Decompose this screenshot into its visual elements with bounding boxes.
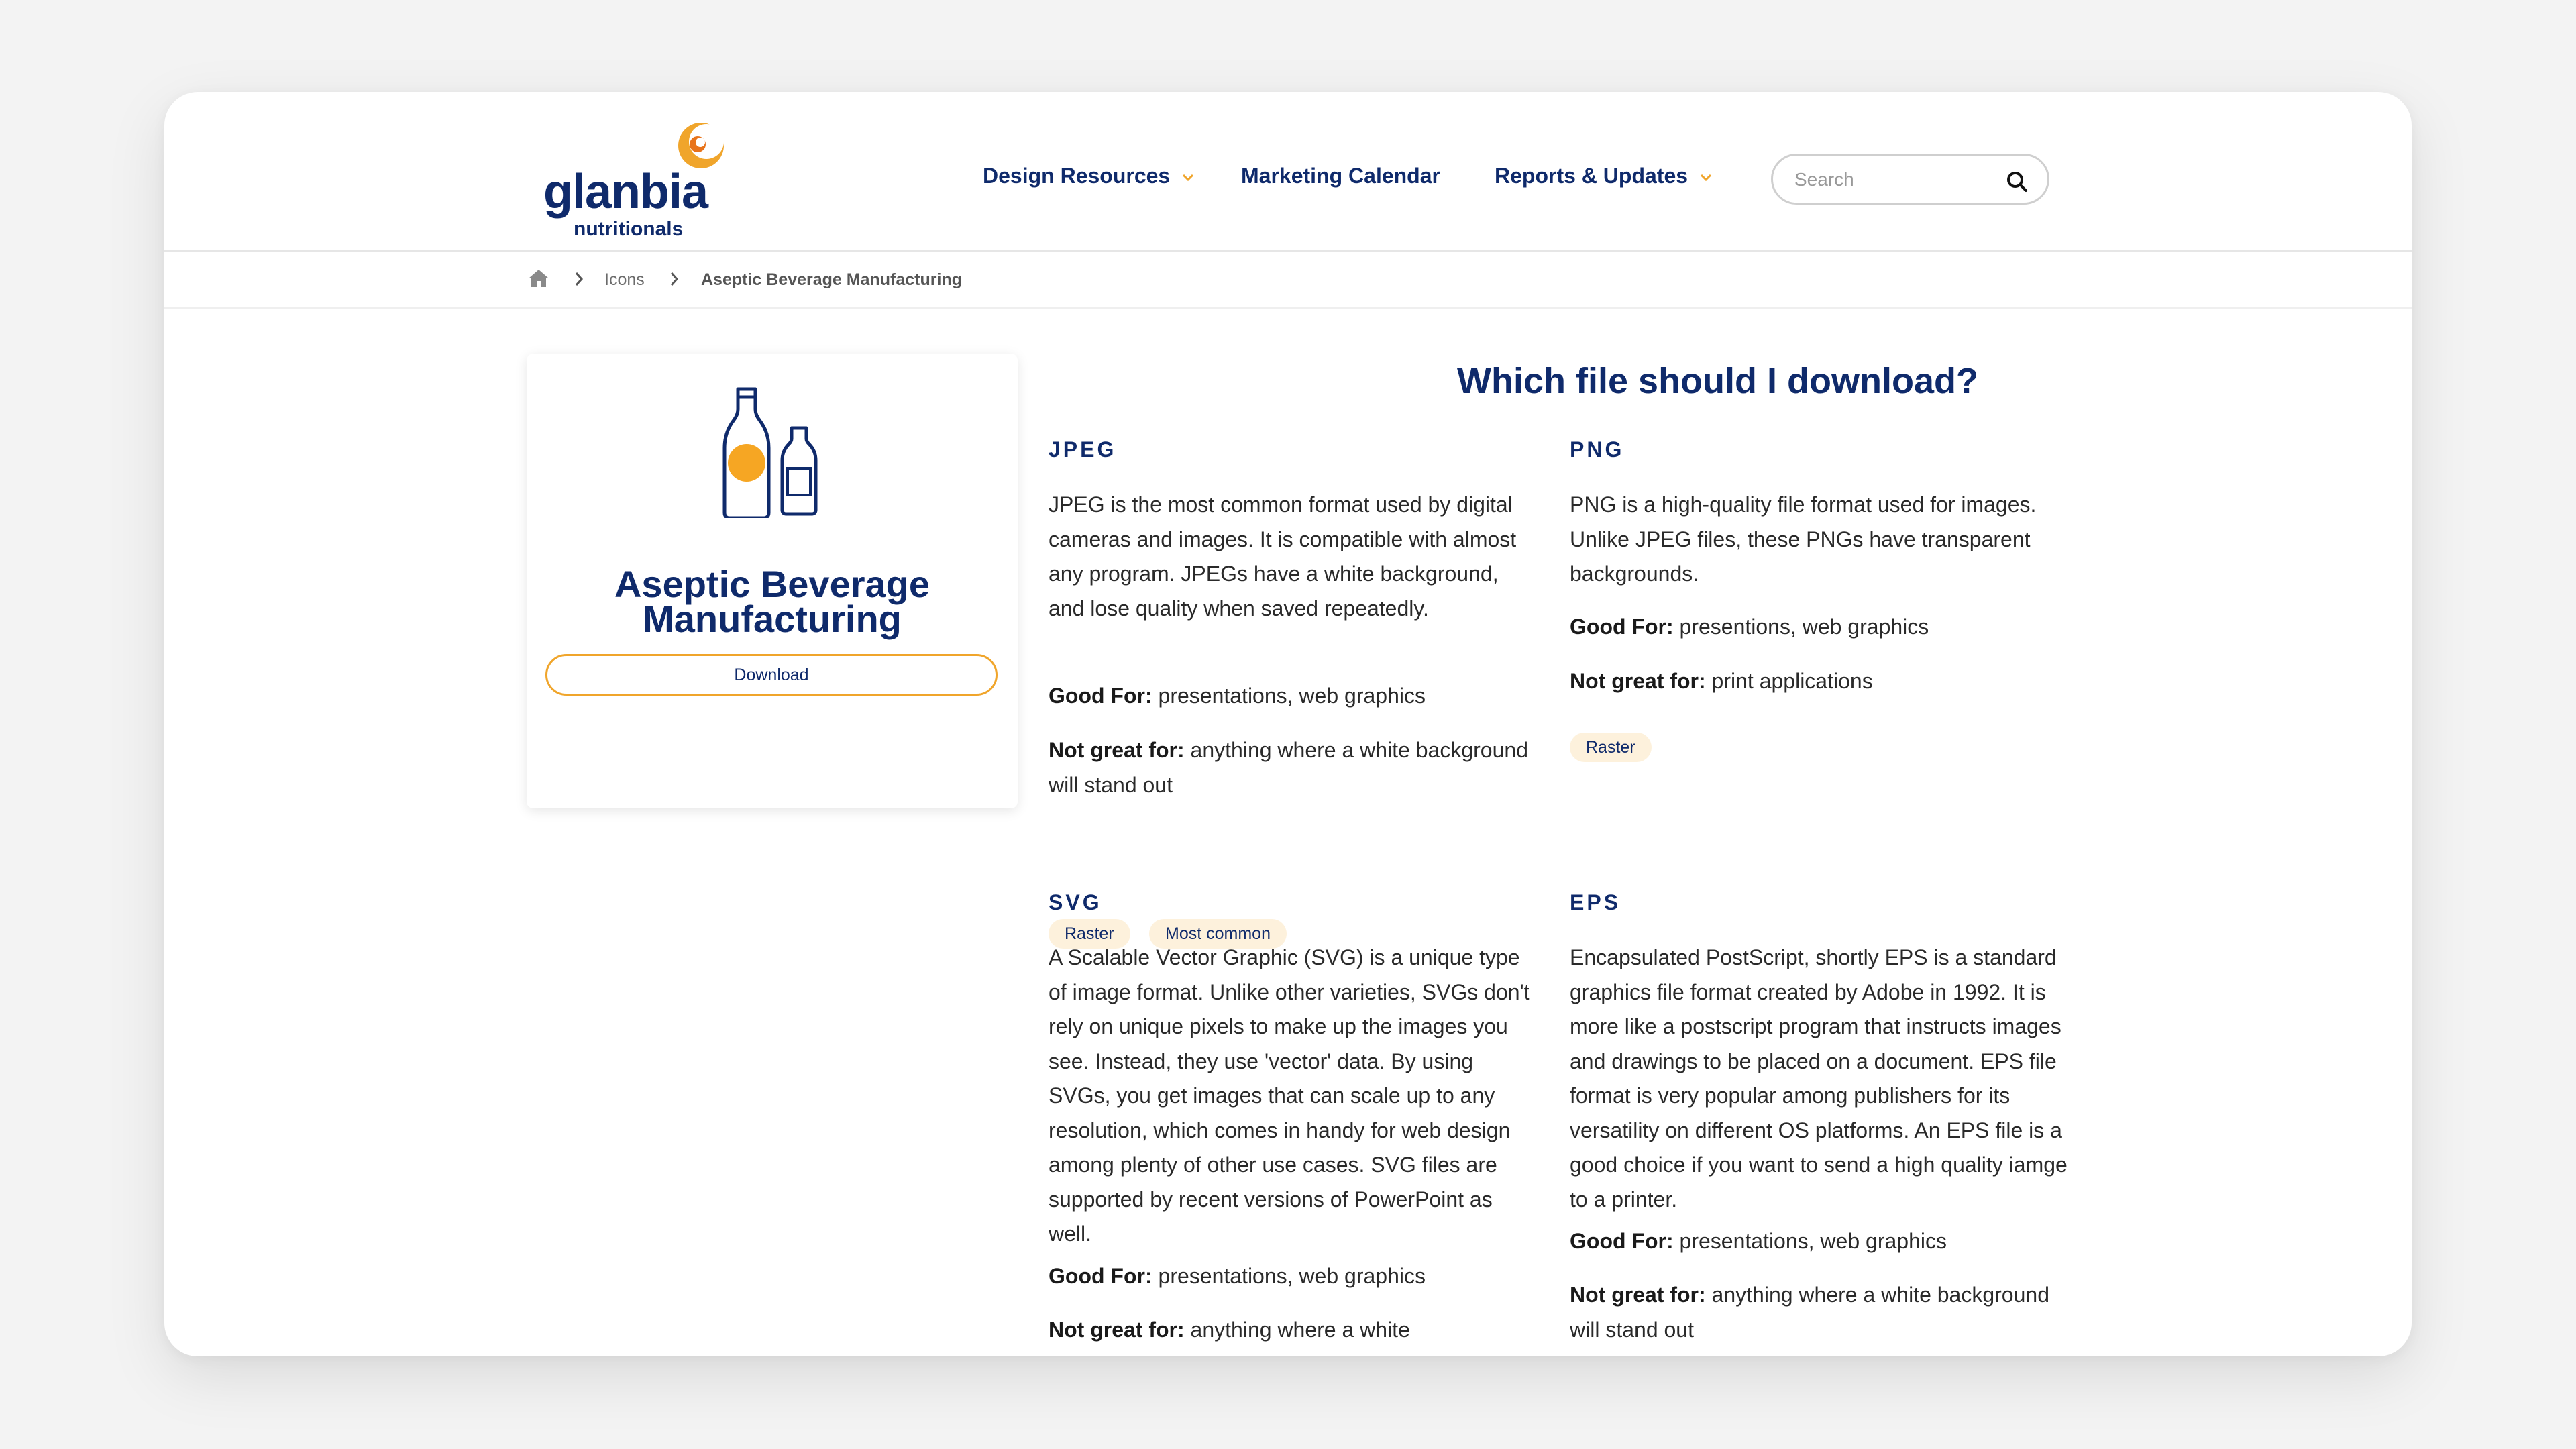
asset-title: Aseptic Beverage Manufacturing xyxy=(614,563,930,640)
breadcrumb-current: Aseptic Beverage Manufacturing xyxy=(701,270,962,289)
beverage-bottles-icon xyxy=(719,384,833,518)
tag-raster: Raster xyxy=(1049,919,1130,949)
good-for-value: presentions, web graphics xyxy=(1679,614,1929,639)
home-icon[interactable] xyxy=(527,268,551,289)
good-for-value: presentations, web graphics xyxy=(1158,1264,1426,1288)
nav-reports-updates[interactable] xyxy=(1495,164,1713,189)
not-great-for-label: Not great for: xyxy=(1049,1318,1185,1342)
tag-raster: Raster xyxy=(1570,733,1652,762)
guide-title: Which file should I download? xyxy=(1457,361,1978,401)
chevron-right-icon xyxy=(572,270,586,288)
format-name: PNG xyxy=(1570,437,1625,462)
format-good-for xyxy=(1049,679,1538,714)
good-for-value: presentations, web graphics xyxy=(1158,684,1426,708)
browser-window xyxy=(164,92,2412,1356)
chevron-down-icon xyxy=(1181,173,1195,182)
good-for-label: Good For: xyxy=(1049,684,1152,708)
not-great-for-value: anything where a white background will stand out xyxy=(1049,738,1528,797)
good-for-label: Good For: xyxy=(1570,1229,1674,1253)
search-input[interactable] xyxy=(1793,165,1997,195)
format-good-for xyxy=(1049,1259,1538,1294)
format-name: JPEG xyxy=(1049,437,1117,462)
nav-label: Reports & Updates xyxy=(1495,164,1688,188)
not-great-for-label: Not great for: xyxy=(1570,1283,1706,1307)
nav-label: Marketing Calendar xyxy=(1241,164,1440,188)
not-great-for-value: print applications xyxy=(1711,669,1873,693)
good-for-label: Good For: xyxy=(1049,1264,1152,1288)
format-good-for xyxy=(1570,610,2059,645)
format-description: Encapsulated PostScript, shortly EPS is a standard graphics file format created by Adobe in 1992. It is more like a postscript program that instructs images and drawings to be placed on a document. EPS file format is very popular among publishers for its versatility on different OS platforms. An EPS file is a good choice if you want to send a high quality iamge to a printer. xyxy=(1570,945,2068,1212)
format-name: SVG xyxy=(1049,890,1102,914)
logo-subtitle: nutritionals xyxy=(574,218,684,240)
format-description: JPEG is the most common format used by digital cameras and images. It is compatible with almost any program. JPEGs have a white background, and lose quality when saved repeatedly. xyxy=(1049,492,1517,621)
breadcrumb-link-icons[interactable]: Icons xyxy=(604,270,645,289)
format-not-great-for xyxy=(1049,733,1538,802)
not-great-for-label: Not great for: xyxy=(1049,738,1185,762)
download-button[interactable]: Download xyxy=(545,654,998,696)
site-header xyxy=(164,92,2412,252)
chevron-down-icon xyxy=(1699,173,1713,182)
breadcrumb xyxy=(164,252,2412,309)
format-not-great-for xyxy=(1570,664,2059,699)
search-icon[interactable] xyxy=(2006,170,2029,193)
tag-most-common: Most common xyxy=(1149,919,1287,949)
nav-design-resources[interactable] xyxy=(983,164,1195,189)
format-good-for xyxy=(1570,1224,2070,1259)
logo-wordmark: glanbia xyxy=(543,165,708,219)
format-description: PNG is a high-quality file format used for images. Unlike JPEG files, these PNGs have transparent backgrounds. xyxy=(1570,492,2037,586)
glanbia-logo[interactable] xyxy=(543,117,745,240)
format-not-great-for xyxy=(1570,1278,2070,1347)
not-great-for-value: anything where a white background will stand out xyxy=(1570,1283,2049,1342)
asset-card xyxy=(527,354,1018,808)
nav-label: Design Resources xyxy=(983,164,1171,188)
format-name: EPS xyxy=(1570,890,1621,914)
nav-marketing-calendar[interactable] xyxy=(1241,164,1440,189)
good-for-label: Good For: xyxy=(1570,614,1674,639)
not-great-for-label: Not great for: xyxy=(1570,669,1706,693)
format-not-great-for xyxy=(1049,1313,1538,1348)
chevron-right-icon xyxy=(667,270,681,288)
not-great-for-value: anything where a white xyxy=(1190,1318,1410,1342)
format-description: A Scalable Vector Graphic (SVG) is a unique type of image format. Unlike other varieties, SVGs don't rely on unique pixels to make up the images you see. Instead, they use 'vector' data. By using SVGs, you get images that can scale up to any resolution, which comes in handy for web design among plenty of other use cases. SVG files are supported by recent versions of PowerPoint as well. xyxy=(1049,945,1530,1246)
search-box xyxy=(1771,154,2049,205)
good-for-value: presentations, web graphics xyxy=(1679,1229,1947,1253)
